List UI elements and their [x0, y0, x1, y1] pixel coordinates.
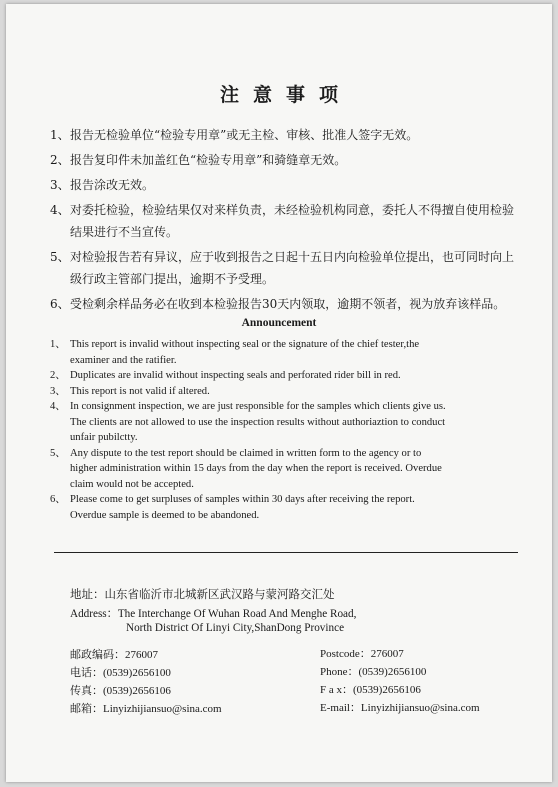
- announcement-line: Any dispute to the test report should be claimed in written form to the agency or to: [70, 447, 422, 459]
- announcement-line: This report is not valid if altered.: [70, 385, 210, 397]
- notice-item-text: 对委托检验，检验结果仅对来样负责，未经检验机构同意，委托人不得擅自使用检验结果进行不当宣传。: [70, 203, 515, 239]
- notice-item-text: 报告涂改无效。: [70, 178, 155, 192]
- notice-item-number: 5、: [50, 250, 70, 264]
- announcement-line: Overdue sample is deemed to be abandoned.: [70, 509, 260, 521]
- section-divider: [54, 552, 518, 553]
- contact-row-phone: [70, 664, 520, 682]
- announcement-item-number: 2、: [50, 370, 66, 381]
- notice-item: [50, 149, 520, 171]
- notice-item-text: 报告复印件未加盖红色“检验专用章”和骑缝章无效。: [70, 153, 347, 167]
- address-en: [70, 607, 510, 635]
- announcement-line: unfair pubilctty.: [70, 432, 138, 443]
- address-cn: 地址：山东省临沂市北城新区武汉路与蒙河路交汇处: [70, 587, 335, 601]
- notice-item-number: 3、: [50, 178, 70, 192]
- announcement-line: The clients are not allowed to use the inspection results without authoriaztion to conduct: [70, 416, 446, 428]
- announcement-item: [50, 368, 520, 384]
- notice-item-text: 受检剩余样品务必在收到本检验报告30天内领取，逾期不领者，视为放弃该样品。: [70, 297, 506, 311]
- notice-item: [50, 246, 520, 290]
- announcement-item: [50, 446, 520, 493]
- phone-en: Phone：(0539)2656100: [320, 666, 427, 678]
- announcement-line: This report is invalid without inspecting seal or the signature of the chief tester,the: [70, 339, 420, 350]
- phone-cn-label: 电话：: [70, 666, 103, 679]
- email-en: E-mail：Linyizhijiansuo@sina.com: [320, 702, 480, 714]
- notice-item: [50, 124, 520, 146]
- announcement-line: Duplicates are invalid without inspecting seals and perforated rider bill in red.: [70, 370, 401, 381]
- notice-item-number: 2、: [50, 153, 70, 167]
- announcement-line: examiner and the ratifier.: [70, 354, 177, 366]
- notice-title: 注意事项: [219, 84, 352, 106]
- notice-item-number: 4、: [50, 203, 70, 217]
- email-cn-label: 邮箱：: [70, 702, 103, 715]
- announcement-line: higher administration within 15 days from the day when the report is received. Overdue: [70, 463, 442, 474]
- notice-item-text: 报告无检验单位“检验专用章”或无主检、审核、批准人签字无效。: [70, 128, 419, 142]
- fax-cn: [70, 682, 320, 700]
- announcement-item-number: 1、: [50, 339, 66, 350]
- announcement-item: [50, 337, 520, 368]
- contact-row-postcode: [70, 646, 520, 664]
- address-en-line: Address：The Interchange Of Wuhan Road And Menghe Road,: [70, 608, 357, 620]
- announcement-item: [50, 492, 520, 523]
- fax-cn-value: (0539)2656106: [103, 685, 171, 697]
- announcement-line: In consignment inspection, we are just responsible for the samples which clients give us.: [70, 401, 446, 412]
- address-en-line: North District Of Linyi City,ShanDong Province: [126, 622, 345, 634]
- announcement-title: Announcement: [241, 317, 317, 329]
- postcode-cn-label: 邮政编码：: [70, 648, 125, 661]
- notice-item: [50, 174, 520, 196]
- announcement-item-number: 3、: [50, 385, 66, 397]
- notice-item-text: 对检验报告若有异议，应于收到报告之日起十五日内向检验单位提出，也可同时向上级行政主管部门提出，逾期不予受理。: [70, 250, 515, 286]
- notice-list: [50, 124, 520, 318]
- notice-item-number: 6、: [50, 297, 70, 311]
- postcode-en: Postcode：276007: [320, 648, 404, 660]
- document-page: [6, 4, 552, 782]
- email-cn-value: Linyizhijiansuo@sina.com: [103, 703, 222, 715]
- announcement-item-number: 5、: [50, 447, 66, 459]
- contact-row-fax: [70, 682, 520, 700]
- contact-row-email: [70, 700, 520, 718]
- phone-cn-value: (0539)2656100: [103, 667, 171, 679]
- notice-item: [50, 293, 520, 315]
- announcement-list: [50, 337, 520, 523]
- fax-en: F a x：(0539)2656106: [320, 684, 421, 696]
- email-cn: [70, 700, 320, 718]
- notice-item-number: 1、: [50, 128, 70, 142]
- announcement-item-number: 4、: [50, 401, 66, 412]
- phone-cn: [70, 664, 320, 682]
- notice-item: [50, 199, 520, 243]
- announcement-item: [50, 384, 520, 400]
- postcode-cn: [70, 646, 320, 664]
- announcement-item-number: 6、: [50, 494, 66, 505]
- contact-block: [70, 646, 520, 718]
- fax-cn-label: 传真：: [70, 684, 103, 697]
- postcode-cn-value: 276007: [125, 649, 158, 661]
- announcement-item: [50, 399, 520, 446]
- announcement-line: claim would not be accepted.: [70, 478, 194, 490]
- announcement-line: Please come to get surpluses of samples within 30 days after receiving the report.: [70, 494, 415, 505]
